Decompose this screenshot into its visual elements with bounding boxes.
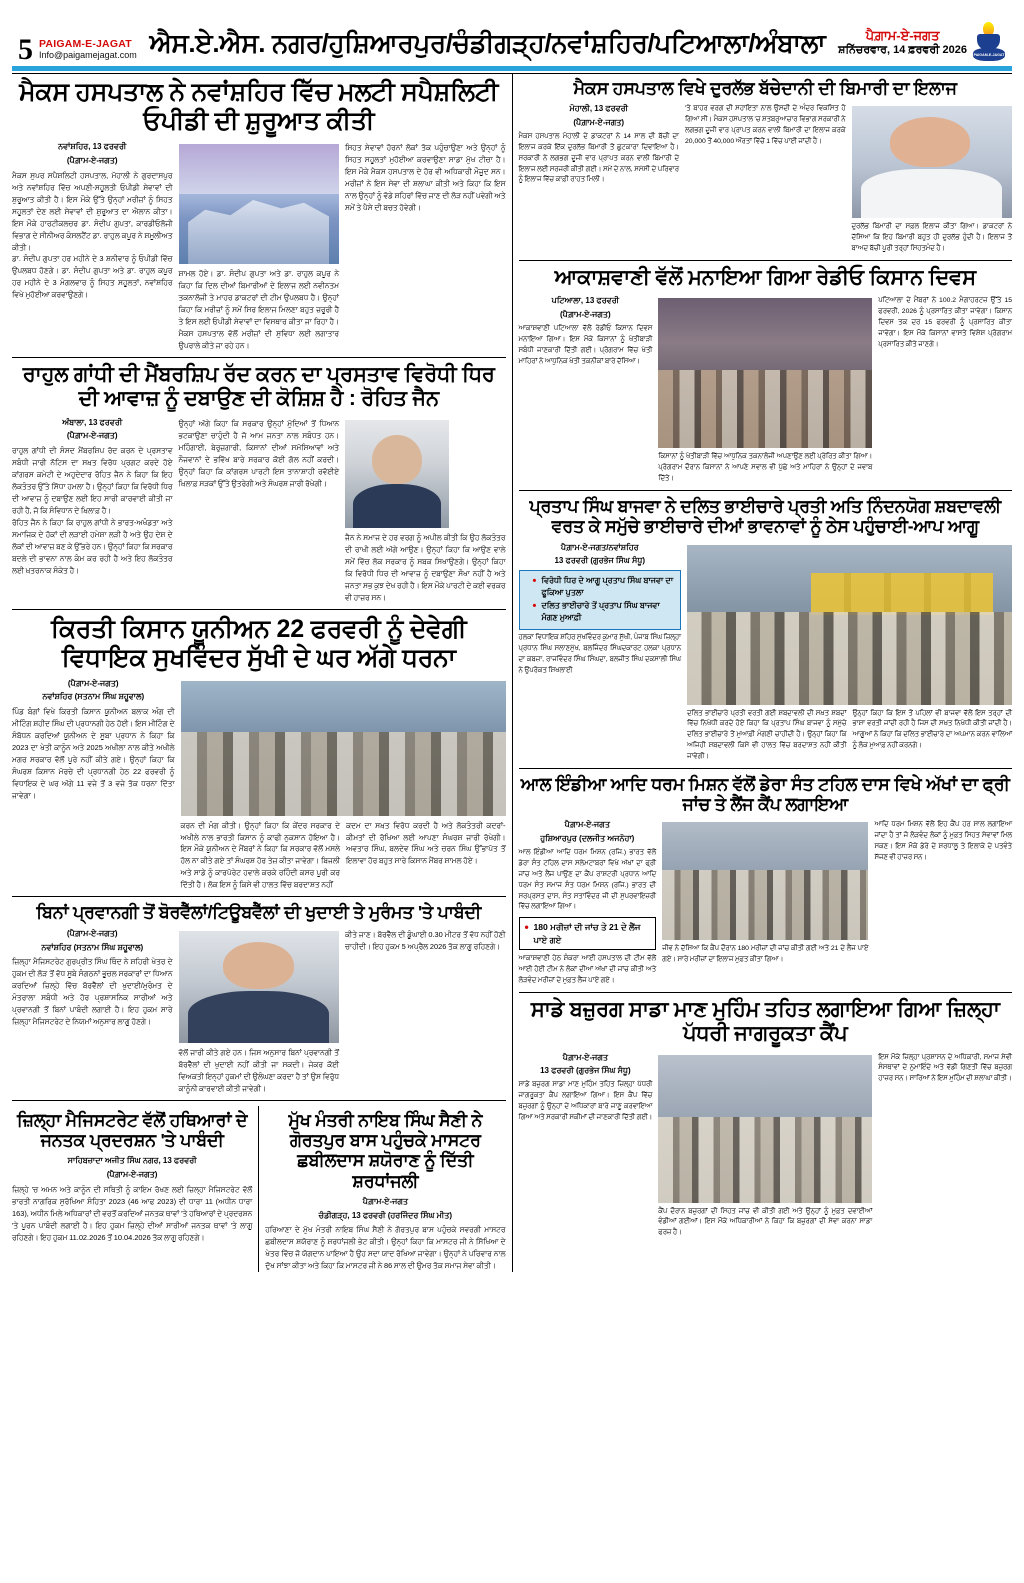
highlight-bullet: • ਵਿਰੋਧੀ ਧਿਰ ਦੇ ਆਗੂ ਪ੍ਰਤਾਪ ਸਿੰਘ ਬਾਜਵਾ ਦਾ ਫੂਕਿਆ ਪੁਤਲਾ bbox=[535, 575, 676, 598]
article-body: ਆਕਾਸ਼ਵਾਣੀ ਪਟਿਆਲਾ ਵੱਲੋਂ ਰੇਡੀਓ ਕਿਸਾਨ ਦਿਵਸ ਮਨਾਇਆ ਗਿਆ। ਇਸ ਮੌਕੇ ਕਿਸਾਨਾਂ ਨੂੰ ਖੇਤੀਬਾੜੀ ਸਬੰਧੀ ਜਾਣਕਾਰੀ ਦਿੱਤੀ ਗਈ। ਪ੍ਰੋਗਰਾਮ ਵਿੱਚ ਖੇਤੀ ਮਾਹਿਰਾਂ ਨੇ ਆਧੁਨਿਕ ਖੇਤੀ ਤਕਨੀਕਾਂ ਬਾਰੇ ਦੱਸਿਆ। bbox=[518, 324, 653, 365]
article-body: ਕਰਨ ਦੀ ਮੰਗ ਕੀਤੀ। ਉਨ੍ਹਾਂ ਕਿਹਾ ਕਿ ਕੇਂਦਰ ਸਰਕਾਰ ਦੇ ਅਖੀਲੇ ਨਾਲ ਭਾਰਤੀ ਕਿਸਾਨ ਨੂੰ ਕਾਫੀ ਨੁਕਸਾਨ ਹੋਇਆ ਹੈ। ਇਸ ਮੌਕੇ ਯੂਨੀਅਨ ਦੇ ਮੈਂਬਰਾਂ ਨੇ ਕਿਹਾ ਕਿ ਸਰਕਾਰ ਵੱਲੋਂ ਮਸਲੇ ਹੱਲ ਨਾ ਕੀਤੇ ਗਏ ਤਾਂ ਸੰਘਰਸ਼ ਹੋਰ ਤੇਜ਼ ਕੀਤਾ ਜਾਵੇਗਾ। ਬਿਜਲੀ ਅਤੇ ਸਾਡੇ ਨੂੰ ਕਾਰਪੋਰੇਟ ਹਵਾਲੇ ਕਰਕੇ ਰਹਿੰਦੀ ਕਸਰ ਪੂਰੀ ਕਰ ਦਿੱਤੀ ਹੈ। ਲੋਕ ਇਸ ਨੂੰ ਕਿਸੇ ਵੀ ਹਾਲਤ ਵਿੱਚ ਬਰਦਾਸ਼ਤ ਨਹੀਂ bbox=[180, 820, 340, 890]
article-body: ਪਟਿਆਲਾ ਦੇ ਮੈਂਬਰਾਂ ਨੇ 100.2 ਮੈਗਾਹਰਟਜ਼ ਉੱਤੇ 15 ਫਰਵਰੀ, 2026 ਨੂੰ ਪ੍ਰਸਾਰਿਤ ਕੀਤਾ ਜਾਵੇਗਾ। ਕਿਸਾਨ ਦਿਵਸ ਤਕ ਦਰ 15 ਫਰਵਰੀ ਨੂੰ ਪ੍ਰਸਾਰਿਤ ਕੀਤਾ ਜਾਵੇਗਾ। ਇਸ ਮੌਕੇ ਕਿਸਾਨਾਂ ਵਾਸਤੇ ਵਿਸ਼ੇਸ਼ ਪ੍ਰੋਗਰਾਮ ਪ੍ਰਸਾਰਿਤ ਕੀਤੇ ਜਾਣਗੇ। bbox=[878, 297, 1012, 348]
article-dateline: ਅੰਬਾਲਾ, 13 ਫਰਵਰੀ bbox=[62, 417, 123, 427]
article-dateline: ਮੋਹਾਲੀ, 13 ਫਰਵਰੀ bbox=[569, 104, 628, 114]
masthead-right bbox=[838, 22, 1006, 62]
edition-list: ਐਸ.ਏ.ਐਸ. ਨਗਰ/ਹੁਸ਼ਿਆਰਪੁਰ/ਚੰਡੀਗੜ੍ਹ/ਨਵਾਂਸ਼ਹਿਰ/ਪਟਿਆਲਾ/ਅੰਬਾਲਾ bbox=[149, 28, 826, 58]
article-body: ਕੀਤੇ ਜਾਣ। ਬੋਰਵੈੱਲ ਦੀ ਡੂੰਘਾਈ 0.30 ਮੀਟਰ ਤੋਂ ਵੱਧ ਨਹੀਂ ਹੋਣੀ ਚਾਹੀਦੀ। ਇਹ ਹੁਕਮ 5 ਅਪ੍ਰੈਲ 2026 ਤੱਕ ਲਾਗੂ ਰਹਿਣਗੇ। bbox=[345, 929, 506, 951]
article-body: ਕਿਸਾਨਾਂ ਨੂੰ ਖੇਤੀਬਾੜੀ ਵਿੱਚ ਆਧੁਨਿਕ ਤਕਨਾਲੋਜੀ ਅਪਣਾਉਣ ਲਈ ਪ੍ਰੇਰਿਤ ਕੀਤਾ ਗਿਆ। ਪ੍ਰੋਗਰਾਮ ਦੌਰਾਨ ਕਿਸਾਨਾਂ ਨੇ ਆਪਣੇ ਸਵਾਲ ਵੀ ਪੁੱਛੇ ਅਤੇ ਮਾਹਿਰਾਂ ਨੇ ਉਨ੍ਹਾਂ ਦੇ ਜਵਾਬ ਦਿੱਤੇ। bbox=[658, 453, 873, 483]
article-dateline: ਨਵਾਂਸ਼ਹਿਰ (ਸਤਨਾਮ ਸਿੰਘ ਸ਼ਹੂਵਾਲ) bbox=[42, 692, 145, 702]
article-borewell bbox=[12, 902, 506, 1100]
article-body: ਉਨ੍ਹਾਂ ਅੱਗੇ ਕਿਹਾ ਕਿ ਸਰਕਾਰ ਉਨ੍ਹਾਂ ਮੁੱਦਿਆਂ ਤੋਂ ਧਿਆਨ ਭਟਕਾਉਣਾ ਚਾਹੁੰਦੀ ਹੈ ਜੋ ਆਮ ਜਨਤਾ ਨਾਲ ਸਬੰਧਤ ਹਨ। ਮਹਿੰਗਾਈ, ਬੇਰੁਜ਼ਗਾਰੀ, ਕਿਸਾਨਾਂ ਦੀਆਂ ਸਮੱਸਿਆਵਾਂ ਅਤੇ ਨੌਜਵਾਨਾਂ ਦੇ ਭਵਿੱਖ ਬਾਰੇ ਸਰਕਾਰ ਕੋਈ ਗੱਲ ਨਹੀਂ ਕਰਦੀ। ਉਨ੍ਹਾਂ ਕਿਹਾ ਕਿ ਕਾਂਗਰਸ ਪਾਰਟੀ ਇਸ ਤਾਨਾਸ਼ਾਹੀ ਰਵੱਈਏ ਖ਼ਿਲਾਫ਼ ਸੜਕਾਂ ਉੱਤੇ ਉਤਰੇਗੀ ਅਤੇ ਸੰਘਰਸ਼ ਜਾਰੀ ਰੱਖੇਗੀ। bbox=[178, 418, 339, 488]
article-max-durlab bbox=[519, 78, 1013, 261]
masthead-rule bbox=[12, 66, 1012, 71]
article-body: ਹਰਿਆਣਾ ਦੇ ਮੁੱਖ ਮੰਤਰੀ ਨਾਇਬ ਸਿੰਘ ਸੈਣੀ ਨੇ ਗੋਰਤਪੁਰ ਬਾਸ ਪਹੁੰਚਕੇ ਸਵਰਗੀ ਮਾਸਟਰ ਛਬੀਲਦਾਸ ਸ਼ਯੋਰਾਣ ਨੂੰ ਸ਼ਰਧਾਂਜਲੀ ਭੇਟ ਕੀਤੀ। ਉਨ੍ਹਾਂ ਕਿਹਾ ਕਿ ਮਾਸਟਰ ਜੀ ਨੇ ਸਿੱਖਿਆ ਦੇ ਖੇਤਰ ਵਿੱਚ ਜੋ ਯੋਗਦਾਨ ਪਾਇਆ ਹੈ ਉਹ ਸਦਾ ਯਾਦ ਰੱਖਿਆ ਜਾਵੇਗਾ। ਉਨ੍ਹਾਂ ਨੇ ਪਰਿਵਾਰ ਨਾਲ ਦੁੱਖ ਸਾਂਝਾ ਕੀਤਾ ਅਤੇ ਕਿਹਾ ਕਿ ਮਾਸਟਰ ਜੀ ਨੇ 86 ਸਾਲ ਦੀ ਉਮਰ ਤੱਕ ਸਮਾਜ ਸੇਵਾ ਕੀਤੀ। bbox=[265, 1225, 506, 1271]
article-photo bbox=[662, 822, 868, 940]
right-column bbox=[519, 74, 1013, 1272]
article-source: (ਪੈਗ਼ਾਮ-ਏ-ਜਗਤ) bbox=[66, 155, 118, 165]
article-body: ਮੈਕਸ ਸੁਪਰ ਸਪੈਸ਼ਲਿਟੀ ਹਸਪਤਾਲ, ਮੋਹਾਲੀ ਨੇ ਗੁਰਦਾਸਪੁਰ ਅਤੇ ਨਵਾਂਸ਼ਹਿਰ ਵਿੱਚ ਅਪਣੀ-ਸਹੂਲਤੀ ਓਪੀਡੀ ਸੇਵਾਵਾਂ ਦੀ ਸ਼ੁਰੂਆਤ ਕੀਤੀ ਹੈ। ਇਸ ਮੌਕੇ ਉੱਤੇ ਉਨ੍ਹਾਂ ਮਰੀਜ਼ਾਂ ਨੂੰ ਸਿਹਤ ਸਹੂਲਤਾਂ ਦੇਣ ਲਈ ਸੇਵਾਵਾਂ ਦੀ ਸ਼ੁਰੂਆਤ ਦਾ ਐਲਾਨ ਕੀਤਾ। ਇਸ ਮੌਕੇ ਹਾਰਟੀਕਲਚਰ ਡਾ. ਸੰਦੀਪ ਗੁਪਤਾ, ਕਾਰਡੀਓਲੋਜੀ ਵਿਭਾਗ ਦੇ ਸੀਨੀਅਰ ਕੰਸਲਟੈਂਟ ਡਾ. ਰਾਹੁਲ ਕਪੂਰ ਨੇ ਸ਼ਮੂਲੀਅਤ ਕੀਤੀ। bbox=[12, 170, 173, 252]
torch-logo-icon bbox=[972, 22, 1006, 62]
article-body: ਰੋਹਿਤ ਜੈਨ ਨੇ ਕਿਹਾ ਕਿ ਰਾਹੁਲ ਗਾਂਧੀ ਨੇ ਭਾਰਤ-ਅਖੰਡਤਾ ਅਤੇ ਸਮਾਜਿਕ ਦੇ ਹੱਕਾਂ ਦੀ ਲੜਾਈ ਹਮੇਸ਼ਾ ਲੜੀ ਹੈ ਅਤੇ ਉਹ ਦੇਸ਼ ਦੇ ਲੋਕਾਂ ਦੀ ਆਵਾਜ਼ ਬਣ ਕੇ ਉੱਭਰੇ ਹਨ। ਉਨ੍ਹਾਂ ਕਿਹਾ ਕਿ ਸਰਕਾਰ ਬਦਲੇ ਦੀ ਭਾਵਨਾ ਨਾਲ ਕੰਮ ਕਰ ਰਹੀ ਹੈ ਅਤੇ ਇਹ ਲੋਕਤੰਤਰ ਲਈ ਖ਼ਤਰਨਾਕ ਸੰਕੇਤ ਹੈ। bbox=[12, 518, 173, 576]
article-body: ਕੈਂਪ ਦੌਰਾਨ ਬਜ਼ੁਰਗਾਂ ਦੀ ਸਿਹਤ ਜਾਂਚ ਵੀ ਕੀਤੀ ਗਈ ਅਤੇ ਉਨ੍ਹਾਂ ਨੂੰ ਮੁਫ਼ਤ ਦਵਾਈਆਂ ਵੰਡੀਆਂ ਗਈਆਂ। ਇਸ ਮੌਕੇ ਅਧਿਕਾਰੀਆਂ ਨੇ ਕਿਹਾ ਕਿ ਬਜ਼ੁਰਗਾਂ ਦੀ ਸੇਵਾ ਕਰਨਾ ਸਾਡਾ ਫਰਜ਼ ਹੈ। bbox=[658, 1207, 873, 1237]
article-dateline: ਪਟਿਆਲਾ, 13 ਫਰਵਰੀ bbox=[551, 296, 620, 306]
article-body: ਕਦਮ ਦਾ ਸਖ਼ਤ ਵਿਰੋਧ ਕਰਦੀ ਹੈ ਅਤੇ ਲੋਕਤੰਤਰੀ ਕਦਰਾਂ-ਕੀਮਤਾਂ ਦੀ ਰੱਖਿਆ ਲਈ ਆਪਣਾ ਸੰਘਰਸ਼ ਜਾਰੀ ਰੱਖੇਗੀ। ਅਵਤਾਰ ਸਿੰਘ, ਬਲਦੇਵ ਸਿੰਘ ਅਤੇ ਚਰਨ ਸਿੰਘ ਉੱਭਾਪੱਤ ਤੋਂ ਇਲਾਵਾ ਹੋਰ ਬਹੁਤ ਸਾਰੇ ਕਿਸਾਨ ਮੈਂਬਰ ਸ਼ਾਮਲ ਹੋਏ। bbox=[346, 820, 506, 866]
bottom-articles-row bbox=[12, 1106, 506, 1273]
article-portrait-photo bbox=[345, 420, 449, 528]
article-body: ਆਦਿ ਧਰਮ ਮਿਸ਼ਨ ਵੱਲੋਂ ਇਹ ਕੈਂਪ ਹਰ ਸਾਲ ਲਗਾਇਆ ਜਾਂਦਾ ਹੈ ਤਾਂ ਜੋ ਲੋੜਵੰਦ ਲੋਕਾਂ ਨੂੰ ਮੁਫ਼ਤ ਸਿਹਤ ਸੇਵਾਵਾਂ ਮਿਲ ਸਕਣ। ਇਸ ਮੌਕੇ ਡੇਰੇ ਦੇ ਸ਼ਰਧਾਲੂ ਤੇ ਇਲਾਕੇ ਦੇ ਪਤਵੰਤੇ ਸੱਜਣ ਵੀ ਹਾਜ਼ਰ ਸਨ। bbox=[874, 821, 1013, 862]
article-source: (ਪੈਗ਼ਾਮ-ਏ-ਜਗਤ) bbox=[106, 1170, 158, 1180]
article-headline: ਜ਼ਿਲ੍ਹਾ ਮੈਜਿਸਟਰੇਟ ਵੱਲੋਂ ਹਥਿਆਰਾਂ ਦੇ ਜਨਤਕ ਪ੍ਰਦਰਸ਼ਨ 'ਤੇ ਪਾਬੰਦੀ bbox=[16, 1109, 248, 1150]
article-dateline: ਚੰਡੀਗੜ੍ਹ, 13 ਫਰਵਰੀ (ਹਰਜਿੰਦਰ ਸਿੰਘ ਮੀਤ) bbox=[318, 1210, 453, 1220]
article-headline: ਪ੍ਰਤਾਪ ਸਿੰਘ ਬਾਜਵਾ ਨੇ ਦਲਿਤ ਭਾਈਚਾਰੇ ਪ੍ਰਤੀ ਅਤਿ ਨਿੰਦਨਯੋਗ ਸ਼ਬਦਾਵਲੀ ਵਰਤ ਕੇ ਸਮੁੱਚੇ ਭਾਈਚਾਰੇ ਦੀਆਂ ਭਾਵਨਾਵਾਂ ਨੂੰ ਠੇਸ ਪਹੁੰਚਾਈ-ਆਪ ਆਗੂ bbox=[529, 495, 1001, 537]
article-radio-kisan bbox=[519, 266, 1013, 491]
article-photo bbox=[852, 106, 1013, 218]
article-kisan-union bbox=[12, 615, 506, 898]
article-elders bbox=[519, 998, 1013, 1244]
logo-ring-text: PAIGAM-E-JAGAT bbox=[973, 52, 1005, 57]
highlight-bullet: • 180 ਮਰੀਜ਼ਾਂ ਦੀ ਜਾਂਚ ਤੇ 21 ਦੇ ਲੈਂਜ ਪਾਏ ਗਏ bbox=[525, 921, 651, 946]
article-body: ਆਕਾਸ਼ਵਾਣੀ ਹੇਠ ਸ਼ੰਕਰਾ ਆਈ ਹਸਪਤਾਲ ਦੀ ਟੀਮ ਵੱਲੋਂ ਆਈ ਹੋਈ ਟੀਮ ਨੇ ਲੋਕਾਂ ਦੀਆਂ ਅੱਖਾਂ ਦੀ ਜਾਂਚ ਕੀਤੀ ਅਤੇ ਲੋੜਵੰਦ ਮਰੀਜ਼ਾਂ ਦੇ ਮੁਫ਼ਤ ਲੈਂਜ ਪਾਏ ਗਏ। bbox=[518, 955, 657, 984]
page-number: 5 bbox=[18, 32, 33, 66]
column-divider bbox=[512, 74, 513, 1272]
article-source: (ਪੈਗ਼ਾਮ-ਏ-ਜਗਤ) bbox=[560, 310, 611, 320]
article-rahul-gandhi bbox=[12, 363, 506, 610]
article-dateline: ਨਵਾਂਸ਼ਹਿਰ (ਸਤਨਾਮ ਸਿੰਘ ਸ਼ਹੂਵਾਲ) bbox=[41, 942, 144, 952]
article-source: (ਪੈਗ਼ਾਮ-ਏ-ਜਗਤ) bbox=[573, 118, 625, 128]
article-photo bbox=[658, 298, 872, 448]
highlight-box-bullets bbox=[519, 570, 682, 630]
article-source: ਪੈਗ਼ਾਮ-ਏ-ਜਗਤ/ਨਵਾਂਸ਼ਹਿਰ bbox=[560, 542, 639, 552]
article-body: ਡਾ. ਸੰਦੀਪ ਗੁਪਤਾ ਹਰ ਮਹੀਨੇ ਦੇ 3 ਸ਼ਨੀਵਾਰ ਨੂੰ ਓਪੀਡੀ ਵਿੱਚ ਉਪਲਬਧ ਹੋਣਗੇ। ਡਾ. ਸੰਦੀਪ ਗੁਪਤਾ ਅਤੇ ਡਾ. ਰਾਹੁਲ ਕਪੂਰ ਹਰ ਮਹੀਨੇ ਦੇ 3 ਮੰਗਲਵਾਰ ਨੂੰ ਸਿਹਤ ਸਹੂਲਤਾਂ, ਨਵਾਂਸ਼ਹਿਰ ਵਿਖੇ ਮੁਹੱਈਆ ਕਰਵਾਉਣਗੇ। bbox=[12, 254, 173, 300]
article-headline: ਮੈਕਸ ਹਸਪਤਾਲ ਨੇ ਨਵਾਂਸ਼ਹਿਰ ਵਿੱਚ ਮਲਟੀ ਸਪੈਸ਼ਲਿਟੀ ਓਪੀਡੀ ਦੀ ਸ਼ੁਰੂਆਤ ਕੀਤੀ bbox=[19, 78, 499, 135]
article-photo bbox=[687, 545, 1012, 705]
article-headline: ਮੈਕਸ ਹਸਪਤਾਲ ਵਿਖੇ ਦੁਰਲੱਭ ਬੱਚੇਦਾਨੀ ਦੀ ਬਿਮਾਰੀ ਦਾ ਇਲਾਜ bbox=[573, 78, 957, 98]
article-body: ਸਿਹਤ ਸੇਵਾਵਾਂ ਹੋਰਨਾਂ ਲੋਕਾਂ ਤੱਕ ਪਹੁੰਚਾਉਣਾ ਅਤੇ ਉਨ੍ਹਾਂ ਨੂੰ ਸਿਹਤ ਸਹੂਲਤਾਂ ਮੁਹੱਈਆ ਕਰਵਾਉਣਾ ਸਾਡਾ ਮੁੱਖ ਟੀਚਾ ਹੈ। ਇਸ ਮੌਕੇ ਮੈਕਸ ਹਸਪਤਾਲ ਦੇ ਹੋਰ ਵੀ ਅਧਿਕਾਰੀ ਮੌਜੂਦ ਸਨ। ਮਰੀਜ਼ਾਂ ਨੇ ਇਸ ਸੇਵਾ ਦੀ ਸ਼ਲਾਘਾ ਕੀਤੀ ਅਤੇ ਕਿਹਾ ਕਿ ਇਸ ਨਾਲ ਉਨ੍ਹਾਂ ਨੂੰ ਵੱਡੇ ਸ਼ਹਿਰਾਂ ਵਿੱਚ ਜਾਣ ਦੀ ਲੋੜ ਨਹੀਂ ਪਵੇਗੀ ਅਤੇ ਸਮੇਂ ਤੇ ਪੈਸੇ ਦੀ ਬਚਤ ਹੋਵੇਗੀ। bbox=[345, 143, 506, 212]
masthead-left bbox=[18, 32, 137, 66]
article-magistrate bbox=[12, 1106, 252, 1273]
article-body: ਜ਼ਿਲ੍ਹੇ 'ਚ ਅਮਨ ਅਤੇ ਕਾਨੂੰਨ ਦੀ ਸਥਿਤੀ ਨੂੰ ਕਾਇਮ ਰੱਖਣ ਲਈ ਜ਼ਿਲ੍ਹਾ ਮੈਜਿਸਟਰੇਟ ਵੱਲੋਂ ਭਾਰਤੀ ਨਾਗਰਿਕ ਸੁਰੱਖਿਆ ਸੰਹਿਤਾ 2023 (46 ਆਫ 2023) ਦੀ ਧਾਰਾ 11 (ਅਧੀਨ ਧਾਰਾ 163), ਅਧੀਨ ਮਿਲੇ ਅਧਿਕਾਰਾਂ ਦੀ ਵਰਤੋਂ ਕਰਦਿਆਂ ਜਨਤਕ ਥਾਵਾਂ 'ਤੇ ਹਥਿਆਰਾਂ ਦੇ ਪ੍ਰਦਰਸ਼ਨ 'ਤੇ ਪੂਰਨ ਪਾਬੰਦੀ ਲਗਾਈ ਹੈ। ਇਹ ਹੁਕਮ ਜ਼ਿਲ੍ਹੇ ਦੀਆਂ ਸਾਰੀਆਂ ਜਨਤਕ ਥਾਵਾਂ 'ਤੇ ਲਾਗੂ ਰਹਿਣਗੇ। ਇਹ ਹੁਕਮ 11.02.2026 ਤੋਂ 10.04.2026 ਤੱਕ ਲਾਗੂ ਰਹਿਣਗੇ। bbox=[12, 1184, 253, 1242]
article-dateline: ਨਵਾਂਸ਼ਹਿਰ, 13 ਫਰਵਰੀ bbox=[58, 142, 127, 151]
article-body: ਸਾਡੇ ਬਜ਼ੁਰਗ ਸਾਡਾ ਮਾਣ ਮੁਹਿੰਮ ਤਹਿਤ ਜ਼ਿਲ੍ਹਾ ਪੱਧਰੀ ਜਾਗਰੂਕਤਾ ਕੈਂਪ ਲਗਾਇਆ ਗਿਆ। ਇਸ ਕੈਂਪ ਵਿੱਚ ਬਜ਼ੁਰਗਾਂ ਨੂੰ ਉਨ੍ਹਾਂ ਦੇ ਅਧਿਕਾਰਾਂ ਬਾਰੇ ਜਾਣੂ ਕਰਵਾਇਆ ਗਿਆ ਅਤੇ ਸਰਕਾਰੀ ਸਕੀਮਾਂ ਦੀ ਜਾਣਕਾਰੀ ਦਿੱਤੀ ਗਈ। bbox=[518, 1081, 653, 1121]
masthead-brand bbox=[39, 38, 137, 60]
article-body: 'ਤੇ ਬਾਹਰ ਵਰਗ ਦੀ ਸਹਾਇਤਾ ਨਾਲ ਉਸਦੀ ਦੇ ਅੰਦਰ ਵਿਕਸਿਤ ਹੋ ਗਿਆ ਸੀ। ਮੈਕਸ ਹਸਪਤਾਲ 'ਚ ਸ਼ਤਬਰੁਆਚਾਰ ਵਿਭਾਗ ਸਰਕਾਰੀ ਨੇ ਲਗਭਗ ਦੂਜੀ ਵਾਰ ਪ੍ਰਾਪਤ ਕਰਨ ਵਾਲੀ ਬਿਮਾਰੀ ਦਾ ਇਲਾਜ ਕਰਕੇ 20,000 ਤੋਂ 40,000 ਔਰਤਾਂ ਵਿੱਚੋਂ 1 ਵਿੱਚ ਪਾਈ ਜਾਂਦੀ ਹੈ। bbox=[685, 105, 846, 145]
article-headline: ਰਾਹੁਲ ਗਾਂਧੀ ਦੀ ਮੈਂਬਰਸ਼ਿਪ ਰੱਦ ਕਰਨ ਦਾ ਪ੍ਰਸਤਾਵ ਵਿਰੋਧੀ ਧਿਰ ਦੀ ਆਵਾਜ਼ ਨੂੰ ਦਬਾਉਣ ਦੀ ਕੋਸ਼ਿਸ਼ ਹੈ : ਰੋਹਿਤ ਜੈਨ bbox=[22, 362, 495, 411]
article-body: ਜੀਵ ਨੇ ਦੱਸਿਆ ਕਿ ਕੈਂਪ ਦੌਰਾਨ 180 ਮਰੀਜ਼ਾਂ ਦੀ ਜਾਂਚ ਕੀਤੀ ਗਈ ਅਤੇ 21 ਦੇ ਲੈਂਜ ਪਾਏ ਗਏ। ਸਾਰੇ ਮਰੀਜ਼ਾਂ ਦਾ ਇਲਾਜ ਮੁਫ਼ਤ ਕੀਤਾ ਗਿਆ। bbox=[662, 945, 869, 964]
article-max-hospital bbox=[12, 78, 506, 358]
article-body: ਦਲਿਤ ਭਾਈਚਾਰੇ ਪ੍ਰਤੀ ਵਰਤੀ ਗਈ ਸ਼ਬਦਾਵਲੀ ਦੀ ਸਖ਼ਤ ਸ਼ਬਦਾਂ ਵਿੱਚ ਨਿਖੇਧੀ ਕਰਦੇ ਹੋਏ ਕਿਹਾ ਕਿ ਪ੍ਰਤਾਪ ਸਿੰਘ ਬਾਜਵਾ ਨੂੰ ਸਮੁੱਚੇ ਦਲਿਤ ਭਾਈਚਾਰੇ ਤੋਂ ਮੁਆਫ਼ੀ ਮੰਗਣੀ ਚਾਹੀਦੀ ਹੈ। ਉਨ੍ਹਾਂ ਕਿਹਾ ਕਿ ਅਜਿਹੀ ਸ਼ਬਦਾਵਲੀ ਕਿਸੇ ਵੀ ਹਾਲਤ ਵਿੱਚ ਬਰਦਾਸ਼ਤ ਨਹੀਂ ਕੀਤੀ ਜਾਵੇਗੀ। bbox=[687, 709, 847, 760]
article-dateline: 13 ਫਰਵਰੀ (ਗੁਰਭੇਜ ਸਿੰਘ ਸੰਧੂ) bbox=[554, 556, 646, 566]
article-headline: ਮੁੱਖ ਮੰਤਰੀ ਨਾਇਬ ਸਿੰਘ ਸੈਣੀ ਨੇ ਗੋਰਤਪੁਰ ਬਾਸ ਪਹੁੰਚਕੇ ਮਾਸਟਰ ਛਬੀਲਦਾਸ ਸ਼ਯੋਰਾਣ ਨੂੰ ਦਿੱਤੀ ਸ਼ਰਧਾਂਜਲੀ bbox=[288, 1109, 483, 1191]
article-body: ਜ਼ਿਲ੍ਹਾ ਮੈਜਿਸਟਰੇਟ ਗੁਰਪ੍ਰੀਤ ਸਿੰਘ ਥਿੰਦ ਨੇ ਸ਼ਹਿਰੀ ਖੇਤਰ ਦੇ ਹੁਕਮ ਦੀ ਲੋੜ ਤੋਂ ਵੱਧ ਸੂਬੇ ਸੰਗਠਨਾਂ ਭੂਚਲ ਸਰਕਾਰਾਂ ਦਾ ਧਿਆਨ ਕਰਦਿਆਂ ਜ਼ਿਲ੍ਹੇ ਵਿੱਚ ਬੋਰਵੈੱਲਾਂ ਦੀ ਖੁਦਾਈ/ਮੁਰੰਮਤ ਦੇ ਮੰਤਰਾਲਾ ਸਬੰਧੀ ਅਤੇ ਹੋਰ ਪ੍ਰਸ਼ਾਸਨਿਕ ਸਾਰੀਆਂ ਅਤੇ ਪ੍ਰਵਾਨਗੀ ਤੋਂ ਬਿਨਾਂ ਪਾਬੰਦੀ ਲਗਾਈ ਹੈ। ਇਹ ਹੁਕਮ ਸਾਰੇ ਜ਼ਿਲ੍ਹਾ ਮੈਜਿਸਟਰੇਟ ਦੇ ਨਿਯਮਾਂ ਅਨੁਸਾਰ ਲਾਗੂ ਹੋਣਗੇ। bbox=[12, 957, 173, 1027]
article-body: ਵੱਲੋਂ ਜਾਰੀ ਕੀਤੇ ਗਏ ਹਨ। ਜਿਸ ਅਨੁਸਾਰ ਬਿਨਾਂ ਪ੍ਰਵਾਨਗੀ ਤੋਂ ਬੋਰਵੈੱਲਾਂ ਦੀ ਖੁਦਾਈ ਨਹੀਂ ਕੀਤੀ ਜਾ ਸਕਦੀ। ਜੇਕਰ ਕੋਈ ਵਿਅਕਤੀ ਇਨ੍ਹਾਂ ਹੁਕਮਾਂ ਦੀ ਉਲੰਘਣਾ ਕਰਦਾ ਹੈ ਤਾਂ ਉਸ ਵਿਰੁੱਧ ਕਾਨੂੰਨੀ ਕਾਰਵਾਈ ਕੀਤੀ ਜਾਵੇਗੀ। bbox=[178, 1047, 339, 1093]
article-dateline: ਹੁਸ਼ਿਆਰਪੁਰ (ਦਲਜੀਤ ਅਜਨੋਹਾ) bbox=[540, 834, 635, 844]
article-source: ਪੈਗ਼ਾਮ-ਏ-ਜਗਤ bbox=[564, 820, 610, 830]
article-body: ਜੈਨ ਨੇ ਸਮਾਜ ਦੇ ਹਰ ਵਰਗ ਨੂੰ ਅਪੀਲ ਕੀਤੀ ਕਿ ਉਹ ਲੋਕਤੰਤਰ ਦੀ ਰਾਖੀ ਲਈ ਅੱਗੇ ਆਉਣ। ਉਨ੍ਹਾਂ ਕਿਹਾ ਕਿ ਆਉਣ ਵਾਲੇ ਸਮੇਂ ਵਿੱਚ ਲੋਕ ਸਰਕਾਰ ਨੂੰ ਸਬਕ ਸਿਖਾਉਣਗੇ। ਉਨ੍ਹਾਂ ਕਿਹਾ ਕਿ ਵਿਰੋਧੀ ਧਿਰ ਦੀ ਆਵਾਜ਼ ਨੂੰ ਦਬਾਉਣਾ ਸੌਖਾ ਨਹੀਂ ਹੈ ਅਤੇ ਜਨਤਾ ਸਭ ਕੁਝ ਦੇਖ ਰਹੀ ਹੈ। ਇਸ ਮੌਕੇ ਪਾਰਟੀ ਦੇ ਕਈ ਵਰਕਰ ਵੀ ਹਾਜ਼ਰ ਸਨ। bbox=[345, 532, 506, 602]
article-body: ਇਸ ਮੌਕੇ ਜ਼ਿਲ੍ਹਾ ਪ੍ਰਸ਼ਾਸਨ ਦੇ ਅਧਿਕਾਰੀ, ਸਮਾਜ ਸੇਵੀ ਸੰਸਥਾਵਾਂ ਦੇ ਨੁਮਾਇੰਦੇ ਅਤੇ ਵੱਡੀ ਗਿਣਤੀ ਵਿੱਚ ਬਜ਼ੁਰਗ ਹਾਜ਼ਰ ਸਨ। ਸਾਰਿਆਂ ਨੇ ਇਸ ਮੁਹਿੰਮ ਦੀ ਸ਼ਲਾਘਾ ਕੀਤੀ। bbox=[878, 1053, 1012, 1083]
article-headline: ਬਿਨਾਂ ਪ੍ਰਵਾਨਗੀ ਤੋਂ ਬੋਰਵੈੱਲਾਂ/ਟਿਊਬਵੈੱਲਾਂ ਦੀ ਖੁਦਾਈ ਤੇ ਮੁਰੰਮਤ 'ਤੇ ਪਾਬੰਦੀ bbox=[36, 902, 482, 923]
article-headline: ਕਿਰਤੀ ਕਿਸਾਨ ਯੂਨੀਅਨ 22 ਫਰਵਰੀ ਨੂੰ ਦੇਵੇਗੀ ਵਿਧਾਇਕ ਸੁਖਵਿੰਦਰ ਸੁੱਖੀ ਦੇ ਘਰ ਅੱਗੇ ਧਰਨਾ bbox=[51, 614, 467, 672]
article-photo bbox=[658, 1055, 872, 1203]
article-body: ਆਲ ਇੰਡੀਆ ਆਦਿ ਧਰਮ ਮਿਸ਼ਨ (ਰਜਿ.) ਭਾਰਤ ਵੱਲੋਂ ਡੇਰਾ ਸੰਤ ਟਹਿਲ ਦਾਸ ਸਲੇਮਟਾਬਰਾਂ ਵਿਖੇ ਅੱਖਾਂ ਦਾ ਫ੍ਰੀ ਜਾਂਚ ਅਤੇ ਲੈਂਜ ਪਾਉਣ ਦਾ ਕੈਂਪ ਰਾਸ਼ਟਰੀ ਪ੍ਰਧਾਨ ਆਦਿ ਧਰਮ ਸੰਤ ਸਮਾਜ ਸੰਤ ਧਰਮ ਮਿਸ਼ਨ (ਰਜਿ.) ਭਾਰਤ ਦੀ ਸਰਪ੍ਰਸਤ ਦਾਸ, ਸੰਤ ਸਤਾਵਿੰਦਰ ਜੀ ਦੀ ਸੁਪਰਵਾਇਜ਼ਰੀ ਵਿੱਚ ਲਗਾਇਆ ਗਿਆ। bbox=[518, 849, 657, 911]
article-source: (ਪੈਗ਼ਾਮ-ਏ-ਜਗਤ) bbox=[67, 678, 119, 688]
article-body: ਹਲਕਾ ਵਿਧਾਇਕ ਸ਼ਹਿਰ ਸੁਖਵਿੰਦਰ ਕੁਮਾਰ ਸੁੱਖੀ, ਪੰਜਾਬ ਸਿੰਘ ਜ਼ਿਲ੍ਹਾ ਪ੍ਰਧਾਨ ਸਿੰਘ ਸਲਾਣਮੁੱਖ, ਬਲਜਿੰਦਰ ਸਿੰਘਦਕਾਰਟ ਹਲਕਾ ਪ੍ਰਧਾਨ ਦਾ ਕਬਜ਼ਾ, ਰਾਜਵਿੰਦਰ ਸਿੰਘ ਸਿੰਘਦਾ, ਬਲਜੀਤ ਸਿੰਘ ਦਕਸਾਲੀ ਸਿੰਘ ਨੇ ਉਪਰੋਕਤ ਸ਼ਿਖਲਾਈ bbox=[518, 634, 682, 675]
article-eye-camp bbox=[519, 774, 1013, 993]
page-columns bbox=[12, 74, 1012, 1272]
article-source: (ਪੈਗ਼ਾਮ-ਏ-ਜਗਤ) bbox=[66, 928, 118, 938]
article-source: (ਪੈਗ਼ਾਮ-ਏ-ਜਗਤ) bbox=[66, 431, 118, 441]
article-portrait-photo bbox=[179, 931, 340, 1043]
article-source: ਪੈਗ਼ਾਮ-ਏ-ਜਗਤ bbox=[562, 1052, 609, 1062]
article-body: ਦੁਰਲੱਭ ਬਿਮਾਰੀ ਦਾ ਸਫ਼ਲ ਇਲਾਜ ਕੀਤਾ ਗਿਆ। ਡਾਕਟਰਾਂ ਨੇ ਦੱਸਿਆ ਕਿ ਇਹ ਬਿਮਾਰੀ ਬਹੁਤ ਹੀ ਦੁਰਲੱਭ ਹੁੰਦੀ ਹੈ। ਇਲਾਜ ਤੋਂ ਬਾਅਦ ਬੱਚੀ ਪੂਰੀ ਤਰ੍ਹਾਂ ਸਿਹਤਮੰਦ ਹੈ। bbox=[851, 223, 1012, 253]
publication-date: ਸ਼ਨਿੱਚਰਵਾਰ, 14 ਫ਼ਰਵਰੀ 2026 bbox=[838, 43, 967, 56]
article-source: ਪੈਗ਼ਾਮ-ਏ-ਜਗਤ bbox=[362, 1196, 409, 1206]
highlight-box-stat bbox=[519, 917, 657, 950]
logo-name: ਪੈਗ਼ਾਮ-ਏ-ਜਗਤ bbox=[865, 27, 940, 43]
left-column bbox=[12, 74, 506, 1272]
article-photo bbox=[181, 681, 506, 816]
article-photo bbox=[179, 144, 340, 264]
article-body: ਮੈਕਸ ਹਸਪਤਾਲ ਮੋਹਾਲੀ ਦੇ ਡਾਕਟਰਾਂ ਨੇ 14 ਸਾਲ ਦੀ ਬੱਚੀ ਦਾ ਇਲਾਜ ਕਰਕੇ ਇੱਕ ਦੁਰਲੱਭ ਬਿਮਾਰੀ ਤੋਂ ਛੁਟਕਾਰਾ ਦਿਵਾਇਆ ਹੈ। ਸਰਕਾਰੀ ਨੇ ਲਗਭਗ ਦੂਜੀ ਵਾਰ ਪ੍ਰਾਪਤ ਕਰਨ ਵਾਲੀ ਬਿਮਾਰੀ ਦੇ ਇਲਾਜ ਲਈ ਸਰਜਰੀ ਕੀਤੀ ਗਈ। ਸਮੇਂ ਦੇ ਨਾਲ, ਸਮੱਸੀ ਦੇ ਪਰਿਵਾਰ ਨੂੰ ਇਲਾਜ ਵਿੱਚ ਕਾਫ਼ੀ ਰਾਹਤ ਮਿਲੀ। bbox=[518, 132, 679, 184]
article-bajwa bbox=[519, 496, 1013, 769]
article-body: ਰਾਹੁਲ ਗਾਂਧੀ ਦੀ ਸੰਸਦ ਮੈਂਬਰਸ਼ਿਪ ਰੱਦ ਕਰਨ ਦੇ ਪ੍ਰਸਤਾਵ ਸਬੰਧੀ ਜਾਰੀ ਨੋਟਿਸ ਦਾ ਸਖ਼ਤ ਵਿਰੋਧ ਪ੍ਰਗਟ ਕਰਦੇ ਹੋਏ ਕਾਂਗਰਸ ਕਮੇਟੀ ਦੇ ਅਹੁਦੇਦਾਰ ਰੋਹਿਤ ਜੈਨ ਨੇ ਕਿਹਾ ਕਿ ਇਹ ਲੋਕਤੰਤਰ ਉੱਤੇ ਸਿੱਧਾ ਹਮਲਾ ਹੈ। ਉਨ੍ਹਾਂ ਕਿਹਾ ਕਿ ਵਿਰੋਧੀ ਧਿਰ ਦੀ ਆਵਾਜ਼ ਨੂੰ ਦਬਾਉਣ ਲਈ ਇਹ ਸਾਰੀ ਕਾਰਵਾਈ ਕੀਤੀ ਜਾ ਰਹੀ ਹੈ, ਜੋ ਕਿ ਸੰਵਿਧਾਨ ਦੇ ਖ਼ਿਲਾਫ਼ ਹੈ। bbox=[12, 446, 173, 516]
article-headline: ਆਲ ਇੰਡੀਆ ਆਦਿ ਧਰਮ ਮਿਸ਼ਨ ਵੱਲੋਂ ਡੇਰਾ ਸੰਤ ਟਹਿਲ ਦਾਸ ਵਿਖੇ ਅੱਖਾਂ ਦਾ ਫ੍ਰੀ ਜਾਂਚ ਤੇ ਲੈਂਜ ਕੈਂਪ ਲਗਾਇਆ bbox=[520, 773, 1010, 815]
article-dateline: 13 ਫਰਵਰੀ (ਗੁਰਭੇਜ ਸਿੰਘ ਸੰਧੂ) bbox=[540, 1066, 631, 1076]
article-body: ਸ਼ਾਮਲ ਹੋਏ। ਡਾ. ਸੰਦੀਪ ਗੁਪਤਾ ਅਤੇ ਡਾ. ਰਾਹੁਲ ਕਪੂਰ ਨੇ ਕਿਹਾ ਕਿ ਦਿਲ ਦੀਆਂ ਬਿਮਾਰੀਆਂ ਦੇ ਇਲਾਜ ਲਈ ਨਵੀਨਤਮ ਤਕਨਾਲੋਜੀ ਤੇ ਮਾਹਰ ਡਾਕਟਰਾਂ ਦੀ ਟੀਮ ਉਪਲਬਧ ਹੈ। ਉਨ੍ਹਾਂ ਕਿਹਾ ਕਿ ਮਰੀਜ਼ਾਂ ਨੂੰ ਸਮੇਂ ਸਿਰ ਇਲਾਜ ਮਿਲਣਾ ਬਹੁਤ ਜ਼ਰੂਰੀ ਹੈ ਤੇ ਇਸ ਲਈ ਓਪੀਡੀ ਸੇਵਾਵਾਂ ਦਾ ਵਿਸਥਾਰ ਕੀਤਾ ਜਾ ਰਿਹਾ ਹੈ। ਮੈਕਸ ਹਸਪਤਾਲ ਵੱਲੋਂ ਮਰੀਜ਼ਾਂ ਦੀ ਸੁਵਿਧਾ ਲਈ ਲਗਾਤਾਰ ਉਪਰਾਲੇ ਕੀਤੇ ਜਾ ਰਹੇ ਹਨ। bbox=[178, 269, 339, 350]
article-body: ਪਿੰਡ ਬੰਗਾਂ ਵਿਖੇ ਕਿਰਤੀ ਕਿਸਾਨ ਯੂਨੀਅਨ ਬਲਾਕ ਅੰਗ ਦੀ ਮੀਟਿੰਗ ਸ਼ਹੀਦ ਸਿੰਘ ਦੀ ਪ੍ਰਧਾਨਗੀ ਹੇਠ ਹੋਈ। ਇਸ ਮੀਟਿੰਗ ਦੇ ਸੰਬੋਧਨ ਕਰਦਿਆਂ ਯੂਨੀਅਨ ਦੇ ਸੂਬਾ ਪ੍ਰਧਾਨ ਨੇ ਕਿਹਾ ਕਿ 2023 ਦਾ ਖੇਤੀ ਕਾਨੂੰਨ ਅਤੇ 2025 ਅਖੀਲਾ ਨਾਲ ਕੀਤੇ ਅਖੀਲੇ ਮਗਰ ਸਰਕਾਰ ਵੱਲੋਂ ਪੂਰੇ ਨਹੀਂ ਕੀਤੇ ਗਏ। ਉਨ੍ਹਾਂ ਕਿਹਾ ਕਿ ਸੰਘਰਸ਼ ਕਿਸਾਨ ਮੋਰਚੇ ਦੀ ਪ੍ਰਧਾਨਗੀ ਹੇਠ 22 ਫਰਵਰੀ ਨੂੰ ਵਿਧਾਇਕ ਦੇ ਘਰ ਅੱਗੇ 11 ਵਜੇ ਤੋਂ 3 ਵਜੇ ਤੱਕ ਧਰਨਾ ਦਿੱਤਾ ਜਾਵੇਗਾ। bbox=[12, 707, 175, 800]
article-headline: ਸਾਡੇ ਬਜ਼ੁਰਗ ਸਾਡਾ ਮਾਣ ਮੁਹਿੰਮ ਤਹਿਤ ਲਗਾਇਆ ਗਿਆ ਜ਼ਿਲ੍ਹਾ ਪੱਧਰੀ ਜਾਗਰੂਕਤਾ ਕੈਂਪ bbox=[530, 997, 1000, 1046]
article-headline: ਆਕਾਸ਼ਵਾਣੀ ਵੱਲੋਂ ਮਨਾਇਆ ਗਿਆ ਰੇਡੀਓ ਕਿਸਾਨ ਦਿਵਸ bbox=[554, 265, 976, 289]
article-body: ਉਨ੍ਹਾਂ ਕਿਹਾ ਕਿ ਇਸ ਤੋਂ ਪਹਿਲਾਂ ਵੀ ਬਾਜਵਾ ਵੱਲੋਂ ਇਸ ਤਰ੍ਹਾਂ ਦੀ ਭਾਸ਼ਾ ਵਰਤੀ ਜਾਂਦੀ ਰਹੀ ਹੈ ਜਿਸ ਦੀ ਸਖ਼ਤ ਨਿਖੇਧੀ ਕੀਤੀ ਜਾਂਦੀ ਹੈ। ਆਗੂਆਂ ਨੇ ਕਿਹਾ ਕਿ ਦਲਿਤ ਭਾਈਚਾਰੇ ਦਾ ਅਪਮਾਨ ਕਰਨ ਵਾਲਿਆਂ ਨੂੰ ਲੋਕ ਮੁਆਫ਼ ਨਹੀਂ ਕਰਨਗੇ। bbox=[852, 709, 1012, 750]
highlight-bullet: • ਦਲਿਤ ਭਾਈਚਾਰੇ ਤੋਂ ਪ੍ਰਤਾਪ ਸਿੰਘ ਬਾਜਵਾ ਮੰਗਣ ਮੁਆਫ਼ੀ bbox=[535, 600, 676, 623]
brand-name-en: PAIGAM-E-JAGAT bbox=[39, 38, 132, 51]
article-cm-saini bbox=[265, 1106, 505, 1273]
masthead bbox=[12, 10, 1012, 66]
article-dateline: ਸਾਹਿਬਜ਼ਾਦਾ ਅਜੀਤ ਸਿੰਘ ਨਗਰ, 13 ਫਰਵਰੀ bbox=[67, 1156, 197, 1166]
brand-email: Info@paigamejagat.com bbox=[39, 50, 137, 61]
